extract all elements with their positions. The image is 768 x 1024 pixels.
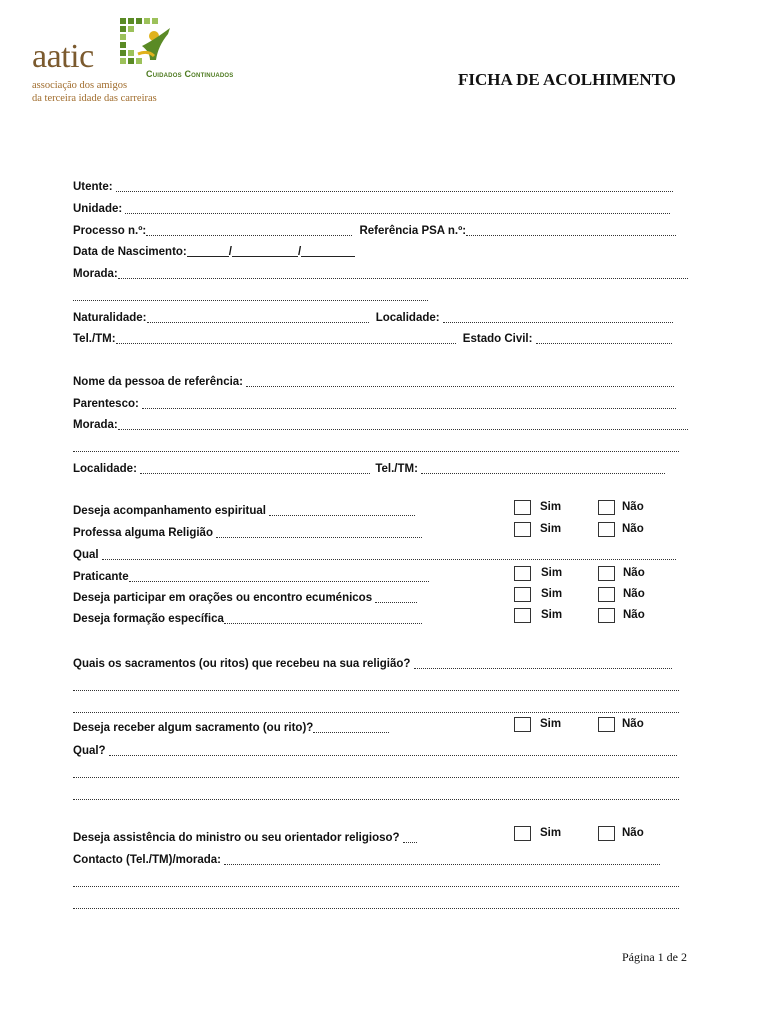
logo-wordmark: aatic — [32, 38, 94, 75]
qual2-label: Qual? — [73, 745, 106, 757]
morada-field[interactable] — [118, 263, 688, 279]
acompanhamento-leader — [269, 500, 415, 516]
oracoes-label: Deseja participar em orações ou encontro ecuménicos — [73, 592, 373, 604]
localidade-field[interactable] — [443, 307, 673, 323]
contacto-continuation-row — [73, 871, 679, 887]
assistencia-sim-checkbox[interactable] — [514, 826, 531, 841]
utente-field[interactable] — [116, 176, 673, 192]
tel2-label: Tel./TM: — [375, 463, 418, 475]
page-number: Página 1 de 2 — [622, 950, 687, 964]
religiao-label: Professa alguma Religião — [73, 527, 213, 539]
contacto-row — [73, 849, 660, 865]
formacao-row — [73, 608, 422, 624]
nao-label: Não — [622, 718, 644, 730]
naturalidade-label: Naturalidade: — [73, 312, 147, 324]
oracoes-leader — [375, 587, 417, 603]
qual2-field-line2[interactable] — [73, 762, 679, 778]
data-nascimento-row — [73, 241, 355, 257]
birth-day-field[interactable] — [187, 241, 229, 257]
praticante-row — [73, 566, 429, 582]
praticante-sim-checkbox[interactable] — [514, 566, 531, 581]
praticante-label: Praticante — [73, 571, 129, 583]
religiao-nao-checkbox[interactable] — [598, 522, 615, 537]
morada2-row — [73, 414, 688, 430]
receber-leader — [313, 717, 389, 733]
formacao-sim-checkbox[interactable] — [514, 608, 531, 623]
qual-row — [73, 544, 676, 560]
localidade2-field[interactable] — [140, 458, 370, 474]
utente-label: Utente: — [73, 181, 113, 193]
logo-mark-icon — [118, 16, 180, 74]
sim-label: Sim — [541, 609, 563, 621]
receber-label: Deseja receber algum sacramento (ou rito)? — [73, 722, 314, 734]
religiao-sim-checkbox[interactable] — [514, 522, 531, 537]
formacao-label: Deseja formação específica — [73, 613, 224, 625]
sim-label: Sim — [540, 523, 562, 535]
sacramentos-field-line2[interactable] — [73, 675, 679, 691]
unidade-field[interactable] — [125, 198, 670, 214]
sim-label: Sim — [540, 827, 562, 839]
acompanhamento-row — [73, 500, 415, 516]
oracoes-sim-checkbox[interactable] — [514, 587, 531, 602]
contacto-field-line2[interactable] — [73, 871, 679, 887]
morada2-field[interactable] — [118, 414, 688, 430]
tel2-field[interactable] — [421, 458, 665, 474]
processo-row — [73, 220, 676, 236]
naturalidade-field[interactable] — [147, 307, 369, 323]
morada-field-continuation[interactable] — [73, 285, 428, 301]
sim-label: Sim — [541, 567, 563, 579]
localidade-label: Localidade: — [375, 312, 440, 324]
qual2-field[interactable] — [109, 740, 677, 756]
morada-label: Morada: — [73, 268, 118, 280]
nao-label: Não — [623, 588, 645, 600]
contacto-field[interactable] — [224, 849, 660, 865]
utente-row — [73, 176, 673, 192]
assistencia-row — [73, 827, 417, 843]
date-separator: / — [297, 246, 302, 258]
birth-month-field[interactable] — [232, 241, 298, 257]
localidade2-label: Localidade: — [73, 463, 137, 475]
qual2-field-line3[interactable] — [73, 784, 679, 800]
religiao-leader — [216, 522, 422, 538]
unidade-label: Unidade: — [73, 203, 123, 215]
nao-label: Não — [622, 523, 644, 535]
qual2-continuation-row — [73, 784, 679, 800]
logo-subtitle-line2: da terceira idade das carreiras — [32, 93, 157, 104]
tel-field[interactable] — [116, 328, 456, 344]
sacramentos-row — [73, 653, 672, 669]
assistencia-label: Deseja assistência do ministro ou seu orientador religioso? — [73, 832, 400, 844]
praticante-nao-checkbox[interactable] — [598, 566, 615, 581]
nao-label: Não — [623, 609, 645, 621]
morada-continuation-row — [73, 285, 428, 301]
nao-label: Não — [622, 501, 644, 513]
qual-field[interactable] — [102, 544, 676, 560]
naturalidade-row — [73, 307, 673, 323]
logo-badge: Cuidados Continuados — [146, 69, 234, 79]
acompanhamento-nao-checkbox[interactable] — [598, 500, 615, 515]
contacto-field-line3[interactable] — [73, 893, 679, 909]
nome-referencia-label: Nome da pessoa de referência: — [73, 376, 244, 388]
nao-label: Não — [623, 567, 645, 579]
sacramentos-field[interactable] — [414, 653, 672, 669]
birth-year-field[interactable] — [301, 241, 355, 257]
sacramentos-label: Quais os sacramentos (ou ritos) que recebeu na sua religião? — [73, 658, 411, 670]
qual2-continuation-row — [73, 762, 679, 778]
logo-subtitle — [32, 79, 157, 105]
qual2-row — [73, 740, 677, 756]
sacramentos-continuation-row — [73, 697, 679, 713]
referencia-psa-field[interactable] — [466, 220, 676, 236]
assistencia-nao-checkbox[interactable] — [598, 826, 615, 841]
parentesco-row — [73, 393, 676, 409]
sim-label: Sim — [540, 501, 562, 513]
logo-subtitle-line1: associação dos amigos — [32, 80, 128, 91]
processo-field[interactable] — [146, 220, 352, 236]
tel-row — [73, 328, 672, 344]
organization-logo — [28, 16, 268, 112]
referencia-psa-label: Referência PSA n.º: — [359, 225, 467, 237]
sacramentos-field-line3[interactable] — [73, 697, 679, 713]
estado-civil-label: Estado Civil: — [462, 333, 533, 345]
receber-sim-checkbox[interactable] — [514, 717, 531, 732]
page-title: FICHA DE ACOLHIMENTO — [458, 70, 676, 89]
tel-label: Tel./TM: — [73, 333, 116, 345]
contacto-continuation-row — [73, 893, 679, 909]
morada2-continuation-row — [73, 436, 679, 452]
localidade2-row — [73, 458, 665, 474]
nao-label: Não — [622, 827, 644, 839]
processo-label: Processo n.º: — [73, 225, 147, 237]
sim-label: Sim — [541, 588, 563, 600]
morada2-field-continuation[interactable] — [73, 436, 679, 452]
oracoes-nao-checkbox[interactable] — [598, 587, 615, 602]
praticante-leader — [129, 566, 429, 582]
religiao-row — [73, 522, 422, 538]
receber-row — [73, 717, 389, 733]
morada2-label: Morada: — [73, 419, 118, 431]
formacao-nao-checkbox[interactable] — [598, 608, 615, 623]
acompanhamento-sim-checkbox[interactable] — [514, 500, 531, 515]
unidade-row — [73, 198, 670, 214]
contacto-label: Contacto (Tel./TM)/morada: — [73, 854, 222, 866]
nome-referencia-field[interactable] — [246, 371, 674, 387]
qual-label: Qual — [73, 549, 99, 561]
formacao-leader — [224, 608, 422, 624]
morada-row — [73, 263, 688, 279]
oracoes-row — [73, 587, 417, 603]
date-separator: / — [228, 246, 232, 258]
sim-label: Sim — [540, 718, 562, 730]
acompanhamento-label: Deseja acompanhamento espiritual — [73, 505, 267, 517]
estado-civil-field[interactable] — [536, 328, 672, 344]
sacramentos-continuation-row — [73, 675, 679, 691]
data-nascimento-label: Data de Nascimento: — [73, 246, 187, 258]
receber-nao-checkbox[interactable] — [598, 717, 615, 732]
nome-referencia-row — [73, 371, 674, 387]
assistencia-leader — [403, 827, 417, 843]
parentesco-field[interactable] — [142, 393, 676, 409]
parentesco-label: Parentesco: — [73, 398, 139, 410]
